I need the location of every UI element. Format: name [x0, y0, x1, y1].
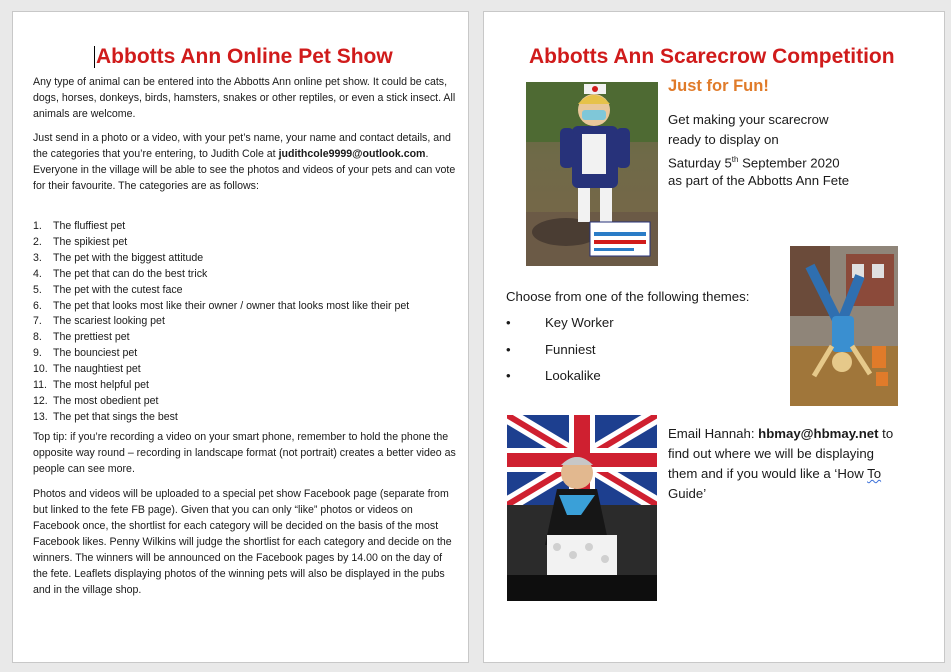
category-text: The pet with the biggest attitude [53, 251, 204, 264]
pet-show-intro: Any type of animal can be entered into the Abbotts Ann online pet show. It could be cats, dogs, horses, donkeys, birds, hamsters, snakes or other reptiles, or even a stick insect. All animals are welcome. [33, 76, 456, 120]
date-suffix: th [731, 155, 739, 164]
category-text: The scariest looking pet [53, 315, 165, 328]
category-number: 3. [33, 251, 42, 264]
theme-text: Funniest [545, 341, 596, 357]
bullet-icon: • [506, 315, 511, 330]
category-item [33, 394, 463, 410]
hannah-email: hbmay@hbmay.net [758, 426, 879, 441]
theme-text: Lookalike [545, 368, 601, 383]
category-number: 12. [33, 394, 48, 407]
category-number: 7. [33, 315, 42, 328]
category-number: 5. [33, 283, 42, 296]
category-item [33, 314, 463, 330]
queen-scarecrow-photo [507, 415, 657, 601]
nurse-scarecrow-photo [526, 82, 658, 266]
email-line-2: find out where we will be displaying [668, 446, 874, 461]
theme-item [506, 368, 706, 395]
category-text: The fluffiest pet [53, 220, 126, 232]
category-number: 4. [33, 267, 42, 280]
pet-show-send-instructions [33, 130, 458, 194]
bullet-icon: • [506, 368, 511, 383]
date-post: September 2020 [738, 155, 840, 171]
email-line-4: Guide’ [668, 486, 707, 501]
just-for-fun-heading: Just for Fun! [668, 77, 769, 95]
email-post: to [878, 426, 894, 441]
category-item [33, 219, 463, 235]
facebook-info: Photos and videos will be uploaded to a special pet show Facebook page (separate from but linked to the fete FB page). Given that you can only “like” photos or videos on Facebook once, the shortlist for each category will be decided on the basis of the most Facebook likes. Penny Wilkins will judge the shortlist for each category and decide on the winners. The winners will be announced on the Facebook pages by 14.00 on the day of the fete. Leaflets displaying photos of the winning pets will also be displayed in the pubs and in the village shop. [33, 488, 452, 596]
themes-intro: Choose from one of the following themes: [506, 289, 750, 304]
category-text: The pet that looks most like their owner / owner that looks most like their pet [53, 299, 410, 312]
theme-item [506, 315, 706, 342]
category-number: 9. [33, 347, 42, 360]
category-item [33, 362, 463, 378]
category-number: 1. [33, 220, 42, 232]
themes-list [506, 315, 706, 395]
email-pre: Email Hannah: [668, 426, 759, 441]
bullet-icon: • [506, 341, 511, 357]
display-line-2: ready to display on [668, 132, 779, 147]
category-number: 8. [33, 331, 42, 344]
category-text: The prettiest pet [53, 331, 130, 344]
category-number: 13. [33, 410, 48, 423]
category-item [33, 235, 463, 251]
queen-scarecrow-illustration [507, 415, 657, 601]
category-item [33, 378, 463, 394]
date-pre: Saturday 5 [668, 155, 732, 171]
category-text: The pet with the cutest face [53, 283, 183, 296]
category-text: The naughtiest pet [53, 363, 141, 376]
right-document-page [483, 11, 945, 663]
category-item [33, 346, 463, 362]
category-item [33, 299, 463, 315]
cartwheel-scarecrow-photo [790, 246, 898, 406]
category-text: The pet that sings the best [53, 410, 178, 423]
email-line-3-pre: them and if you would like a ‘How [668, 466, 868, 481]
category-number: 6. [33, 299, 42, 312]
cartwheel-scarecrow-illustration [790, 246, 898, 406]
theme-text: Key Worker [545, 315, 614, 330]
email-line-3 [668, 464, 881, 484]
category-number: 2. [33, 235, 42, 248]
category-item [33, 283, 463, 299]
left-document-page [12, 11, 469, 663]
send-text-part2: . Everyone in the village will be able to see the photos and videos of your pets and can vote for their favourite. The categories are as follows: [33, 148, 456, 192]
category-item [33, 251, 463, 267]
category-text: The bounciest pet [53, 347, 138, 360]
display-line-1: Get making your scarecrow [668, 112, 829, 127]
category-text: The most helpful pet [53, 379, 149, 392]
theme-item [506, 342, 706, 369]
email-line-1 [668, 424, 893, 444]
display-line-3 [668, 150, 840, 173]
nurse-scarecrow-illustration [526, 82, 658, 266]
category-text: The spikiest pet [53, 235, 128, 248]
send-text-part1: Just send in a photo or a video, with your pet’s name, your name and contact details, and the categories that you’re entering, to Judith Cole at [33, 132, 451, 160]
categories-list [33, 219, 463, 426]
category-item [33, 330, 463, 346]
category-text: The pet that can do the best trick [53, 267, 208, 280]
category-number: 10. [33, 363, 48, 376]
category-item [33, 410, 463, 426]
category-item [33, 267, 463, 283]
display-line-4: as part of the Abbotts Ann Fete [668, 173, 850, 188]
category-number: 11. [33, 379, 47, 392]
judith-email: judithcole9999@outlook.com [278, 148, 426, 160]
text-cursor [94, 46, 95, 68]
spellcheck-word: To [867, 466, 882, 481]
category-text: The most obedient pet [53, 394, 159, 407]
top-tip: Top tip: if you’re recording a video on your smart phone, remember to hold the phone the opposite way round – recording in landscape format (not portrait) creates a better video as people can see more. [33, 431, 456, 475]
scarecrow-title: Abbotts Ann Scarecrow Competition [529, 45, 895, 68]
pet-show-title: Abbotts Ann Online Pet Show [96, 45, 393, 68]
